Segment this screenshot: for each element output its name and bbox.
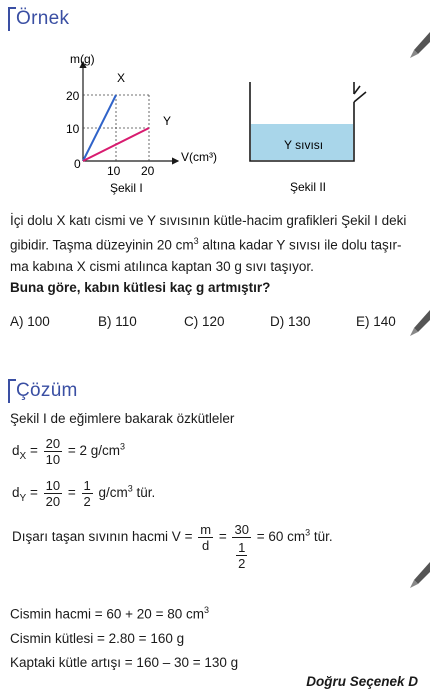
spout (354, 92, 366, 102)
density-y-equation: $d_Y$ = $\frac{10}{20}$ = $\frac{1}{2}$ $g/cm^3$ tür. (12, 478, 156, 509)
y-tick-20: 20 (66, 89, 80, 103)
mass-increase-line: Kaptaki kütle artışı = 160 – 30 = 130 g (10, 654, 239, 670)
y-axis-label: m(g) (70, 52, 95, 66)
x-tick-10: 10 (107, 164, 121, 178)
pencil-icon (408, 308, 430, 338)
fraction: $\frac{20}{10}$ (45, 436, 61, 467)
line-x-label: X (117, 71, 126, 85)
pencil-icon (408, 560, 430, 590)
choice-d[interactable]: D) 130 (270, 314, 311, 329)
fraction: $\frac{10}{20}$ (45, 478, 61, 509)
fraction: $\frac{1}{2}$ (83, 478, 91, 509)
liquid-label: Y sıvısı (284, 138, 324, 152)
object-volume-line: Cismin hacmi = 60 + 20 = 80 $cm^3$ (10, 605, 209, 622)
solution-intro: Şekil I de eğimlere bakarak özkütleler (10, 411, 235, 426)
choice-a[interactable]: A) 100 (10, 314, 50, 329)
correct-answer-label: Doğru Seçenek D (306, 674, 418, 689)
choice-e[interactable]: E) 140 (356, 314, 396, 329)
heading-bracket (8, 379, 16, 403)
question-prompt: Buna göre, kabın kütlesi kaç g artmıştır? (10, 279, 271, 295)
heading-bracket (8, 7, 16, 31)
choice-b[interactable]: B) 110 (98, 314, 137, 329)
overflow-volume-equation: Dışarı taşan sıvının hacmi V = $\frac{m}{d}$ = $\frac{30}{\frac{1}{2}}$ = 60 $cm^3$ tür. (12, 522, 333, 571)
y-tick-10: 10 (66, 122, 80, 136)
x-axis-label: V(cm³) (181, 150, 217, 164)
origin-label: 0 (74, 157, 81, 171)
solution-results (10, 598, 238, 675)
solution-heading: Çözüm (10, 380, 78, 402)
line-y-label: Y (163, 114, 172, 128)
overflow-vessel (240, 72, 370, 197)
object-mass-line: Cismin kütlesi = 2.80 = 160 g (10, 630, 185, 646)
pencil-icon (408, 30, 430, 60)
mass-volume-graph (50, 50, 240, 200)
question-paragraph: İçi dolu X katı cismi ve Y sıvısının kütle-hacim grafikleri Şekil I deki gibidir. Taşma düzeyinin 20 $cm^3$ altına kadar Y sıvısı ile dolu taşır- ma kabına X cismi atılınca kaptan 30 g sıvı taşıyor. Buna göre, kabın kütlesi kaç g artmıştır? (10, 210, 406, 298)
density-x-equation: $d_X$ = $\frac{20}{10}$ = 2 $g/cm^3$ (12, 436, 126, 467)
figure-1-caption: Şekil I (110, 181, 143, 195)
fraction: $\frac{m}{d}$ (200, 522, 212, 553)
spout (354, 86, 360, 94)
x-tick-20: 20 (141, 164, 155, 178)
fraction: $\frac{30}{\frac{1}{2}}$ (234, 522, 249, 571)
example-heading: Örnek (10, 8, 69, 30)
figure-2-caption: Şekil II (290, 180, 327, 194)
choice-c[interactable]: C) 120 (184, 314, 225, 329)
